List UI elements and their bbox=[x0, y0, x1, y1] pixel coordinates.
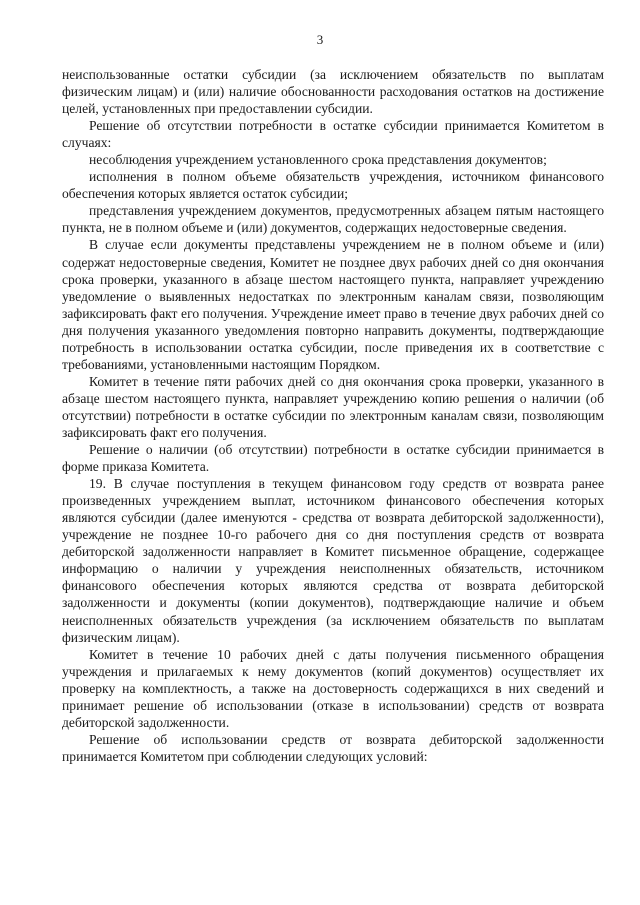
paragraph-item-19: 19. В случае поступления в текущем финансовом году средств от возврата ранее произведенных учреждением выплат, источником финансового обеспечения которых являются субсидии (далее именуются - средства от возврата дебиторской задолженности), учреждение не позднее 10-го рабочего дня со дня поступления средств от возврата дебиторской задолженности направляет в Комитет письменное обращение, содержащее информацию о наличии у учреждения неисполненных обязательств, источником финансового обеспечения которых являются средства от возврата дебиторской задолженности и документы (копии документов), подтверждающие наличие и объем неисполненных обязательств учреждения (за исключением обязательств по выплатам физическим лицам). bbox=[62, 476, 604, 645]
paragraph-committee-copy: Комитет в течение пяти рабочих дней со дня окончания срока проверки, указанного в абзаце шестом настоящего пункта, направляет учреждению копию решения о наличии (об отсутствии) потребности в остатке субсидии по электронным каналам связи, позволяющим зафиксировать факт его получения. bbox=[62, 373, 604, 440]
paragraph-incomplete-documents: В случае если документы представлены учреждением не в полном объеме и (или) содержат недостоверные сведения, Комитет не позднее двух рабочих дней со дня окончания срока проверки, указанного в абзаце шестом настоящего пункта, направляет учреждению уведомление о выявленных недостатках по электронным каналам связи, позволяющим зафиксировать факт его получения. Учреждение имеет право в течение двух рабочих дней со дня получения указанного уведомления повторно направить документы, подтверждающие потребность в использовании остатка субсидии, после приведения их в соответствие с требованиями, установленными настоящим Порядком. bbox=[62, 237, 604, 372]
page-number: 3 bbox=[316, 32, 324, 47]
paragraph-usage-decision: Решение об использовании средств от возврата дебиторской задолженности принимается Комитетом при соблюдении следующих условий: bbox=[62, 731, 604, 764]
paragraph-case-incomplete: представления учреждением документов, предусмотренных абзацем пятым настоящего пункта, не в полном объеме и (или) документов, содержащих недостоверные сведения. bbox=[62, 203, 604, 236]
paragraph-committee-review: Комитет в течение 10 рабочих дней с даты получения письменного обращения учреждения и прилагаемых к нему документов (копий документов) осуществляет их проверку на комплектность, а также на достоверность содержащихся в них сведений и принимает решение об использовании (отказе в использовании) средств от возврата дебиторской задолженности. bbox=[62, 646, 604, 730]
document-body bbox=[62, 66, 604, 765]
paragraph-continuation: неиспользованные остатки субсидии (за исключением обязательств по выплатам физическим лицам) и (или) наличие обоснованности расходования остатков на достижение целей, установленных при предоставлении субсидии. bbox=[62, 67, 604, 117]
paragraph-case-deadline: несоблюдения учреждением установленного срока представления документов; bbox=[89, 152, 547, 168]
paragraph-case-fulfilment: исполнения в полном объеме обязательств учреждения, источником финансового обеспечения которых является остаток субсидии; bbox=[62, 169, 604, 202]
paragraph-no-need-decision: Решение об отсутствии потребности в остатке субсидии принимается Комитетом в случаях: bbox=[62, 118, 604, 151]
paragraph-order-form: Решение о наличии (об отсутствии) потребности в остатке субсидии принимается в форме приказа Комитета. bbox=[62, 442, 604, 475]
